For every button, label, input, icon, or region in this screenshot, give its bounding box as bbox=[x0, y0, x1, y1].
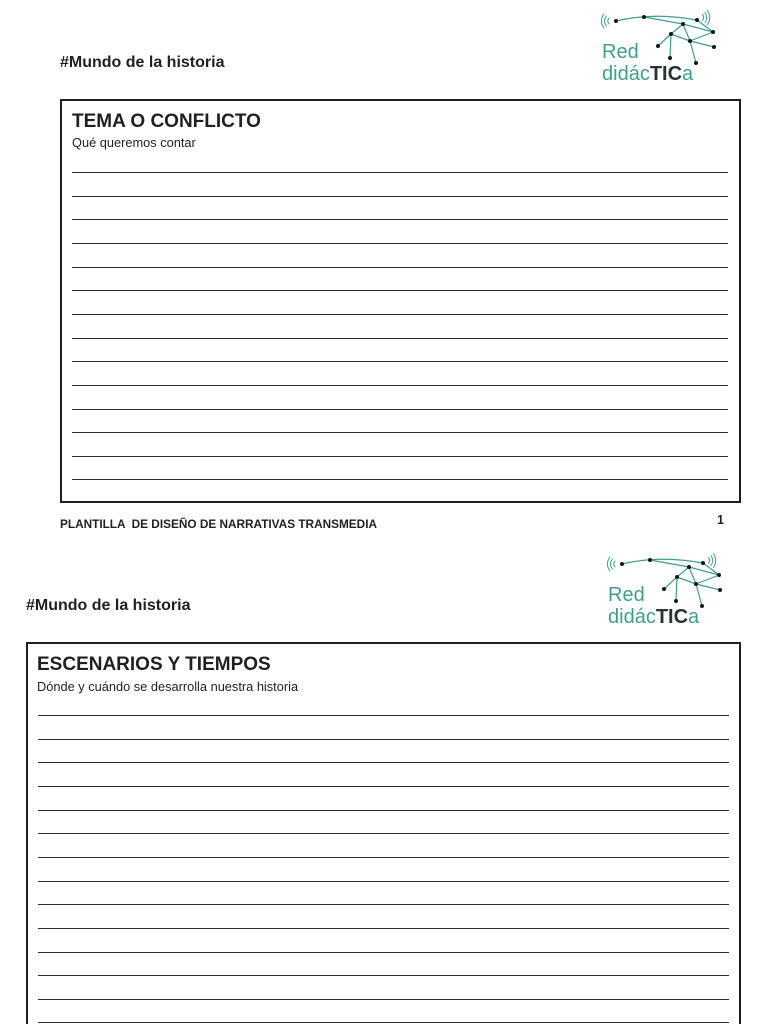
signal-wave bbox=[608, 18, 609, 24]
network-link bbox=[644, 17, 683, 24]
section-title: ESCENARIOS Y TIEMPOS bbox=[37, 654, 271, 675]
network-link bbox=[696, 575, 719, 584]
network-node bbox=[675, 575, 679, 579]
network-node bbox=[700, 604, 704, 608]
worksheet-box bbox=[60, 99, 741, 503]
writing-line bbox=[72, 267, 728, 268]
logo-wordmark-end: a bbox=[688, 606, 700, 628]
network-node bbox=[695, 18, 699, 22]
signal-wave bbox=[605, 16, 607, 26]
network-node bbox=[687, 565, 691, 569]
network-node bbox=[718, 588, 722, 592]
writing-line bbox=[38, 786, 729, 787]
logo-wordmark-emphasis: TIC bbox=[655, 606, 689, 628]
writing-line bbox=[72, 338, 728, 339]
network-link bbox=[664, 577, 677, 589]
network-link bbox=[670, 34, 671, 58]
network-node bbox=[674, 599, 678, 603]
logo-wordmark-emphasis: TIC bbox=[649, 63, 683, 85]
writing-line bbox=[72, 314, 728, 315]
network-link bbox=[690, 41, 714, 47]
writing-line bbox=[72, 172, 728, 173]
writing-line bbox=[38, 810, 729, 811]
writing-line bbox=[38, 928, 729, 929]
network-node bbox=[656, 44, 660, 48]
network-node bbox=[668, 56, 672, 60]
logo-wordmark-end: a bbox=[682, 63, 694, 85]
network-link bbox=[696, 584, 720, 590]
network-node bbox=[614, 19, 618, 23]
network-link bbox=[650, 560, 689, 567]
network-link bbox=[622, 559, 703, 564]
writing-line bbox=[38, 833, 729, 834]
network-link bbox=[677, 567, 689, 577]
writing-line bbox=[72, 361, 728, 362]
writing-line bbox=[72, 219, 728, 220]
writing-line bbox=[72, 479, 728, 480]
logo-wordmark-start: didác bbox=[608, 606, 656, 628]
writing-line bbox=[72, 385, 728, 386]
writing-line bbox=[72, 290, 728, 291]
network-link bbox=[676, 577, 677, 601]
writing-line bbox=[38, 904, 729, 905]
network-node bbox=[688, 39, 692, 43]
network-node bbox=[711, 30, 715, 34]
writing-line bbox=[38, 857, 729, 858]
writing-line bbox=[38, 999, 729, 1000]
writing-lines bbox=[38, 715, 729, 1024]
signal-wave bbox=[607, 557, 610, 571]
network-node bbox=[701, 561, 705, 565]
signal-wave bbox=[711, 556, 713, 566]
logo-wordmark-start: didác bbox=[602, 63, 650, 85]
brand-logo bbox=[604, 551, 730, 631]
network-node bbox=[648, 558, 652, 562]
writing-line bbox=[38, 952, 729, 953]
footer-title: PLANTILLA DE DISEÑO DE NARRATIVAS TRANSMEDIA bbox=[60, 517, 377, 531]
writing-line bbox=[72, 456, 728, 457]
network-node bbox=[694, 61, 698, 65]
signal-wave bbox=[709, 558, 710, 564]
signal-wave bbox=[703, 15, 704, 21]
logo-wordmark-line2 bbox=[608, 607, 699, 627]
logo-wordmark-line1: Red bbox=[608, 584, 645, 606]
section-title: TEMA O CONFLICTO bbox=[72, 111, 261, 132]
network-link bbox=[690, 41, 696, 63]
page-hashtag: #Mundo de la historia bbox=[26, 597, 191, 614]
page-2 bbox=[0, 542, 768, 1024]
network-node bbox=[681, 22, 685, 26]
network-link bbox=[690, 32, 713, 41]
writing-line bbox=[72, 432, 728, 433]
writing-line bbox=[38, 762, 729, 763]
brand-logo bbox=[598, 8, 724, 88]
network-node bbox=[694, 582, 698, 586]
network-node bbox=[620, 562, 624, 566]
writing-line bbox=[38, 1022, 729, 1023]
section-prompt: Dónde y cuándo se desarrolla nuestra historia bbox=[37, 679, 299, 694]
writing-lines bbox=[72, 172, 728, 481]
network-link bbox=[671, 24, 683, 34]
signal-wave bbox=[601, 14, 604, 28]
network-node bbox=[712, 45, 716, 49]
writing-line bbox=[38, 715, 729, 716]
network-link bbox=[696, 584, 702, 606]
section-prompt: Qué queremos contar bbox=[72, 135, 196, 150]
writing-line bbox=[72, 409, 728, 410]
signal-wave bbox=[705, 13, 707, 23]
signal-wave bbox=[714, 554, 716, 568]
network-node bbox=[717, 573, 721, 577]
network-node bbox=[642, 15, 646, 19]
worksheet-box bbox=[26, 642, 741, 1024]
page-hashtag: #Mundo de la historia bbox=[60, 54, 225, 71]
logo-wordmark-line1: Red bbox=[602, 41, 639, 63]
signal-wave bbox=[611, 559, 613, 569]
writing-line bbox=[38, 739, 729, 740]
writing-line bbox=[72, 243, 728, 244]
logo-wordmark-line2 bbox=[602, 64, 693, 84]
network-link bbox=[616, 16, 697, 21]
network-node bbox=[669, 32, 673, 36]
page-number: 1 bbox=[717, 513, 724, 527]
network-node bbox=[662, 587, 666, 591]
writing-line bbox=[38, 881, 729, 882]
writing-line bbox=[38, 975, 729, 976]
signal-wave bbox=[614, 561, 615, 567]
writing-line bbox=[72, 196, 728, 197]
network-link bbox=[658, 34, 671, 46]
signal-wave bbox=[708, 11, 710, 25]
